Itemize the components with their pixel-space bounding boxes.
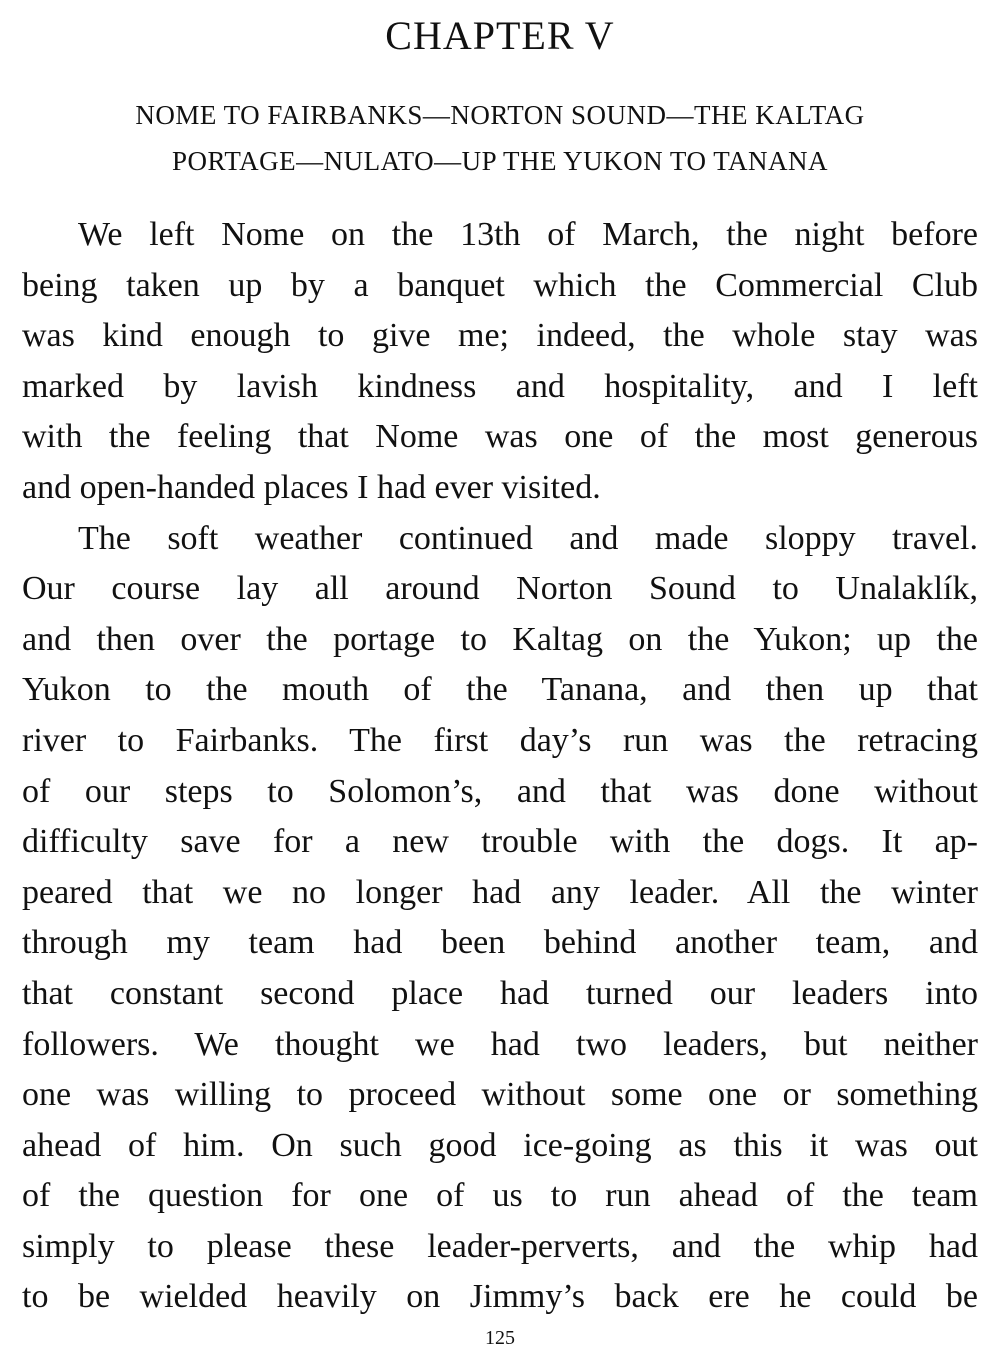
text-line: simply to please these leader-perverts, and the whip had (22, 1227, 978, 1265)
subtitle-line: NOME TO FAIRBANKS—NORTON SOUND—THE KALTAG (135, 100, 865, 130)
text-line: marked by lavish kindness and hospitality, and I left (22, 367, 978, 405)
text-line: ahead of him. On such good ice-going as this it was out (22, 1126, 978, 1164)
text-line: with the feeling that Nome was one of the most generous (22, 418, 978, 456)
text-line: Yukon to the mouth of the Tanana, and then up that (22, 671, 978, 709)
text-line: that constant second place had turned our leaders into (22, 974, 978, 1012)
text-line: one was willing to proceed without some one or something (22, 1076, 978, 1114)
chapter-title: CHAPTER V (385, 13, 615, 58)
text-line: of our steps to Solomon’s, and that was done without (22, 772, 978, 810)
text-line: The soft weather continued and made sloppy travel. (78, 519, 978, 557)
text-line: We left Nome on the 13th of March, the night before (78, 216, 978, 253)
page-number: 125 (485, 1327, 515, 1349)
text-line: difficulty save for a new trouble with the dogs. It ap- (22, 823, 978, 861)
text-line: was kind enough to give me; indeed, the whole stay was (22, 317, 978, 355)
text-line: to be wielded heavily on Jimmy’s back ere he could be (22, 1278, 978, 1316)
subtitle-line: PORTAGE—NULATO—UP THE YUKON TO TANANA (171, 146, 829, 176)
text-line: and then over the portage to Kaltag on the Yukon; up the (22, 620, 978, 658)
text-line: river to Fairbanks. The first day’s run was the retracing (22, 721, 978, 759)
text-line: of the question for one of us to run ahead of the team (22, 1177, 978, 1215)
text-line: being taken up by a banquet which the Commercial Club (22, 266, 978, 304)
text-line: through my team had been behind another team, and (22, 924, 978, 962)
text-line: peared that we no longer had any leader. All the winter (22, 873, 978, 911)
chapter-subtitle (0, 92, 1000, 184)
text-line: followers. We thought we had two leaders, but neither (22, 1025, 978, 1063)
text-line: and open-handed places I had ever visited. (22, 468, 601, 506)
text-line: Our course lay all around Norton Sound to Unalaklík, (22, 570, 978, 608)
body-text (22, 210, 978, 1323)
